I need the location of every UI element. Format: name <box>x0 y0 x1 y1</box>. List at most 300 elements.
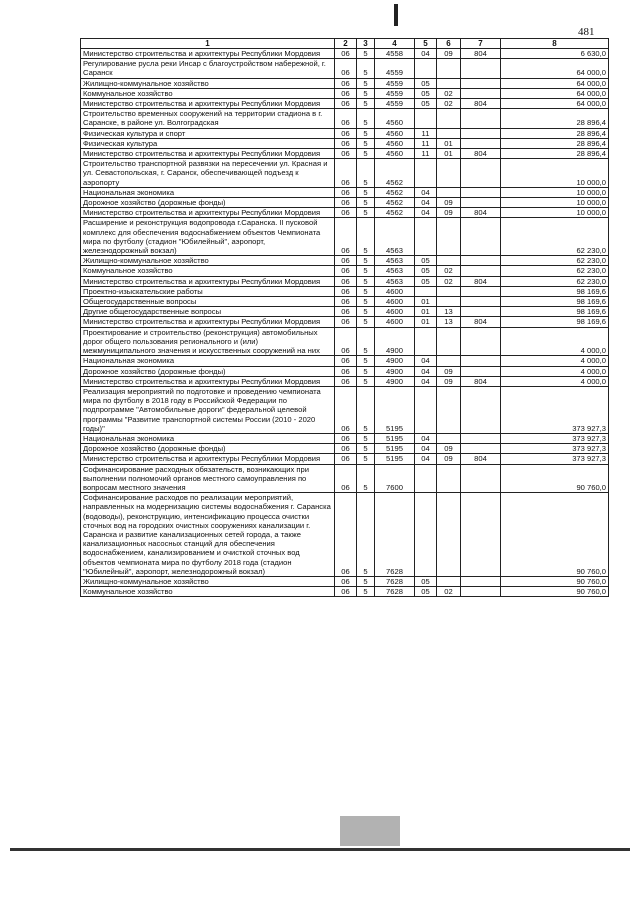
table-row <box>81 78 609 88</box>
amount-cell: 4 000,0 <box>501 376 609 386</box>
row-name-cell: Строительство временных сооружений на территории стадиона в г. Саранске, в районе ул. Волгоградская <box>81 109 335 128</box>
row-name-cell: Жилищно-коммунальное хозяйство <box>81 78 335 88</box>
amount-cell: 10 000,0 <box>501 159 609 188</box>
table-header-row <box>81 39 609 49</box>
code-3-cell: 5 <box>357 464 375 493</box>
code-5-cell: 04 <box>415 187 437 197</box>
code-3-cell: 5 <box>357 433 375 443</box>
code-2-cell: 06 <box>335 159 357 188</box>
page-number: 481 <box>578 26 595 38</box>
column-header: 6 <box>437 39 461 49</box>
code-5-cell <box>415 109 437 128</box>
code-3-cell: 5 <box>357 208 375 218</box>
code-4-cell: 4562 <box>375 187 415 197</box>
code-7-cell <box>461 109 501 128</box>
code-7-cell <box>461 266 501 276</box>
amount-cell: 90 760,0 <box>501 576 609 586</box>
row-name-cell: Национальная экономика <box>81 356 335 366</box>
code-6-cell <box>437 78 461 88</box>
code-2-cell: 06 <box>335 356 357 366</box>
code-7-cell <box>461 444 501 454</box>
code-2-cell: 06 <box>335 149 357 159</box>
code-6-cell: 09 <box>437 198 461 208</box>
code-2-cell: 06 <box>335 576 357 586</box>
code-6-cell <box>437 433 461 443</box>
code-5-cell: 05 <box>415 266 437 276</box>
table-row <box>81 187 609 197</box>
code-4-cell: 4900 <box>375 366 415 376</box>
code-6-cell <box>437 386 461 433</box>
code-5-cell: 04 <box>415 356 437 366</box>
row-name-cell: Дорожное хозяйство (дорожные фонды) <box>81 444 335 454</box>
table-row <box>81 376 609 386</box>
code-7-cell <box>461 493 501 577</box>
amount-cell: 62 230,0 <box>501 276 609 286</box>
code-4-cell: 4559 <box>375 59 415 78</box>
code-2-cell: 06 <box>335 128 357 138</box>
table-row <box>81 49 609 59</box>
code-3-cell: 5 <box>357 454 375 464</box>
code-7-cell <box>461 159 501 188</box>
amount-cell: 10 000,0 <box>501 187 609 197</box>
code-5-cell: 04 <box>415 376 437 386</box>
table-row <box>81 128 609 138</box>
table-row <box>81 159 609 188</box>
code-7-cell <box>461 366 501 376</box>
code-6-cell <box>437 218 461 256</box>
code-3-cell: 5 <box>357 78 375 88</box>
code-5-cell: 04 <box>415 433 437 443</box>
row-name-cell: Проектно-изыскательские работы <box>81 286 335 296</box>
row-name-cell: Дорожное хозяйство (дорожные фонды) <box>81 366 335 376</box>
amount-cell: 4 000,0 <box>501 327 609 356</box>
budget-table <box>80 38 609 597</box>
code-3-cell: 5 <box>357 256 375 266</box>
code-4-cell: 4560 <box>375 109 415 128</box>
code-2-cell: 06 <box>335 493 357 577</box>
code-6-cell: 02 <box>437 587 461 597</box>
table-row <box>81 88 609 98</box>
code-3-cell: 5 <box>357 307 375 317</box>
code-4-cell: 5195 <box>375 386 415 433</box>
code-2-cell: 06 <box>335 386 357 433</box>
row-name-cell: Министерство строительства и архитектуры Республики Мордовия <box>81 454 335 464</box>
code-3-cell: 5 <box>357 159 375 188</box>
amount-cell: 98 169,6 <box>501 307 609 317</box>
table-row <box>81 218 609 256</box>
code-4-cell: 4562 <box>375 198 415 208</box>
code-3-cell: 5 <box>357 128 375 138</box>
table-row <box>81 464 609 493</box>
amount-cell: 10 000,0 <box>501 198 609 208</box>
code-5-cell <box>415 286 437 296</box>
code-3-cell: 5 <box>357 317 375 327</box>
code-5-cell: 05 <box>415 78 437 88</box>
amount-cell: 64 000,0 <box>501 59 609 78</box>
table-row <box>81 198 609 208</box>
amount-cell: 90 760,0 <box>501 464 609 493</box>
code-5-cell: 01 <box>415 317 437 327</box>
code-6-cell <box>437 59 461 78</box>
code-7-cell <box>461 78 501 88</box>
code-4-cell: 4600 <box>375 317 415 327</box>
code-2-cell: 06 <box>335 286 357 296</box>
code-6-cell <box>437 286 461 296</box>
code-7-cell <box>461 88 501 98</box>
table-row <box>81 317 609 327</box>
code-3-cell: 5 <box>357 286 375 296</box>
code-5-cell: 04 <box>415 49 437 59</box>
code-6-cell <box>437 256 461 266</box>
code-6-cell: 02 <box>437 276 461 286</box>
code-2-cell: 06 <box>335 433 357 443</box>
code-7-cell <box>461 386 501 433</box>
amount-cell: 90 760,0 <box>501 587 609 597</box>
amount-cell: 98 169,6 <box>501 297 609 307</box>
code-7-cell <box>461 307 501 317</box>
code-7-cell <box>461 464 501 493</box>
code-7-cell: 804 <box>461 99 501 109</box>
code-2-cell: 06 <box>335 297 357 307</box>
code-6-cell <box>437 576 461 586</box>
code-2-cell: 06 <box>335 138 357 148</box>
code-5-cell: 04 <box>415 444 437 454</box>
code-6-cell: 02 <box>437 99 461 109</box>
code-5-cell <box>415 493 437 577</box>
table-row <box>81 138 609 148</box>
code-6-cell <box>437 128 461 138</box>
column-header: 8 <box>501 39 609 49</box>
row-name-cell: Министерство строительства и архитектуры Республики Мордовия <box>81 276 335 286</box>
code-4-cell: 7628 <box>375 576 415 586</box>
code-7-cell: 804 <box>461 454 501 464</box>
code-7-cell <box>461 327 501 356</box>
code-3-cell: 5 <box>357 297 375 307</box>
code-2-cell: 06 <box>335 59 357 78</box>
row-name-cell: Физическая культура <box>81 138 335 148</box>
code-5-cell: 11 <box>415 128 437 138</box>
amount-cell: 64 000,0 <box>501 78 609 88</box>
column-header: 2 <box>335 39 357 49</box>
code-3-cell: 5 <box>357 138 375 148</box>
code-5-cell: 04 <box>415 454 437 464</box>
code-4-cell: 4600 <box>375 297 415 307</box>
code-3-cell: 5 <box>357 356 375 366</box>
code-3-cell: 5 <box>357 366 375 376</box>
table-row <box>81 366 609 376</box>
code-4-cell: 4562 <box>375 159 415 188</box>
code-6-cell <box>437 356 461 366</box>
amount-cell: 4 000,0 <box>501 366 609 376</box>
table-row <box>81 576 609 586</box>
amount-cell: 373 927,3 <box>501 433 609 443</box>
code-3-cell: 5 <box>357 198 375 208</box>
table-row <box>81 256 609 266</box>
code-7-cell <box>461 59 501 78</box>
amount-cell: 62 230,0 <box>501 266 609 276</box>
code-7-cell <box>461 587 501 597</box>
code-5-cell: 11 <box>415 138 437 148</box>
code-4-cell: 4900 <box>375 356 415 366</box>
code-5-cell <box>415 327 437 356</box>
code-6-cell <box>437 327 461 356</box>
code-3-cell: 5 <box>357 88 375 98</box>
code-6-cell: 01 <box>437 149 461 159</box>
code-2-cell: 06 <box>335 49 357 59</box>
code-6-cell: 09 <box>437 208 461 218</box>
column-header: 7 <box>461 39 501 49</box>
code-5-cell: 05 <box>415 576 437 586</box>
amount-cell: 98 169,6 <box>501 286 609 296</box>
code-2-cell: 06 <box>335 444 357 454</box>
row-name-cell: Коммунальное хозяйство <box>81 587 335 597</box>
row-name-cell: Другие общегосударственные вопросы <box>81 307 335 317</box>
code-5-cell: 05 <box>415 99 437 109</box>
bottom-rule <box>10 848 630 851</box>
code-4-cell: 7600 <box>375 464 415 493</box>
code-7-cell <box>461 356 501 366</box>
code-4-cell: 4559 <box>375 78 415 88</box>
amount-cell: 28 896,4 <box>501 109 609 128</box>
code-6-cell: 13 <box>437 307 461 317</box>
row-name-cell: Софинансирование расходных обязательств, возникающих при выполнении полномочий органов местного самоуправления по вопросам местного значения <box>81 464 335 493</box>
code-2-cell: 06 <box>335 187 357 197</box>
code-4-cell: 4900 <box>375 327 415 356</box>
amount-cell: 373 927,3 <box>501 444 609 454</box>
code-2-cell: 06 <box>335 88 357 98</box>
code-7-cell <box>461 433 501 443</box>
code-4-cell: 4900 <box>375 376 415 386</box>
code-4-cell: 4559 <box>375 99 415 109</box>
row-name-cell: Реализация мероприятий по подготовке и проведению чемпионата мира по футболу в 2018 году в Российской Федерации по подпрограмме "Автомобильные дороги" федеральной целевой программы "Развитие транспортной системы России (2010 - 2020 годы)" <box>81 386 335 433</box>
code-3-cell: 5 <box>357 266 375 276</box>
code-2-cell: 06 <box>335 218 357 256</box>
code-7-cell <box>461 187 501 197</box>
code-4-cell: 4563 <box>375 266 415 276</box>
code-5-cell: 01 <box>415 297 437 307</box>
row-name-cell: Национальная экономика <box>81 433 335 443</box>
code-7-cell <box>461 198 501 208</box>
code-6-cell: 09 <box>437 444 461 454</box>
code-5-cell <box>415 218 437 256</box>
amount-cell: 62 230,0 <box>501 256 609 266</box>
row-name-cell: Проектирование и строительство (реконструкция) автомобильных дорог общего пользования регионального и (или) межмуниципального значения и искусственных сооружений на них <box>81 327 335 356</box>
code-5-cell <box>415 464 437 493</box>
code-7-cell: 804 <box>461 149 501 159</box>
row-name-cell: Регулирование русла реки Инсар с благоустройством набережной, г. Саранск <box>81 59 335 78</box>
code-4-cell: 5195 <box>375 433 415 443</box>
amount-cell: 28 896,4 <box>501 149 609 159</box>
code-3-cell: 5 <box>357 149 375 159</box>
code-6-cell: 09 <box>437 376 461 386</box>
code-3-cell: 5 <box>357 276 375 286</box>
code-5-cell <box>415 59 437 78</box>
row-name-cell: Министерство строительства и архитектуры Республики Мордовия <box>81 99 335 109</box>
code-6-cell: 02 <box>437 266 461 276</box>
code-6-cell: 02 <box>437 88 461 98</box>
code-4-cell: 5195 <box>375 454 415 464</box>
code-5-cell: 04 <box>415 366 437 376</box>
code-3-cell: 5 <box>357 444 375 454</box>
code-4-cell: 4559 <box>375 88 415 98</box>
table-row <box>81 266 609 276</box>
code-7-cell: 804 <box>461 276 501 286</box>
code-3-cell: 5 <box>357 99 375 109</box>
code-3-cell: 5 <box>357 327 375 356</box>
table-row <box>81 297 609 307</box>
column-header: 5 <box>415 39 437 49</box>
code-5-cell <box>415 386 437 433</box>
amount-cell: 373 927,3 <box>501 386 609 433</box>
code-3-cell: 5 <box>357 587 375 597</box>
code-2-cell: 06 <box>335 256 357 266</box>
code-4-cell: 4563 <box>375 276 415 286</box>
code-2-cell: 06 <box>335 276 357 286</box>
amount-cell: 4 000,0 <box>501 356 609 366</box>
row-name-cell: Софинансирование расходов по реализации мероприятий, направленных на модернизацию системы водоснабжения г. Саранска (водоводы), реконструкцию, интенсификацию процесса очистки сточных вод на городских очистных сооружениях канализации г. Саранска и развитие канализационных сетей города, а также канализационных насосных станций для обеспечения водоснабжением, канализированием и очисткой сточных вод объектов чемпионата мира по футболу 2018 года (стадион "Юбилейный", аэропорт, железнодорожный вокзал) <box>81 493 335 577</box>
row-name-cell: Министерство строительства и архитектуры Республики Мордовия <box>81 49 335 59</box>
table-row <box>81 208 609 218</box>
code-6-cell <box>437 464 461 493</box>
code-2-cell: 06 <box>335 317 357 327</box>
row-name-cell: Коммунальное хозяйство <box>81 88 335 98</box>
code-2-cell: 06 <box>335 464 357 493</box>
code-4-cell: 4563 <box>375 218 415 256</box>
row-name-cell: Физическая культура и спорт <box>81 128 335 138</box>
code-5-cell: 05 <box>415 587 437 597</box>
code-7-cell: 804 <box>461 208 501 218</box>
amount-cell: 28 896,4 <box>501 138 609 148</box>
table-row <box>81 59 609 78</box>
code-4-cell: 4560 <box>375 149 415 159</box>
code-3-cell: 5 <box>357 109 375 128</box>
table-row <box>81 454 609 464</box>
code-7-cell: 804 <box>461 49 501 59</box>
code-2-cell: 06 <box>335 78 357 88</box>
code-4-cell: 4600 <box>375 286 415 296</box>
table-row <box>81 327 609 356</box>
row-name-cell: Дорожное хозяйство (дорожные фонды) <box>81 198 335 208</box>
code-6-cell: 09 <box>437 49 461 59</box>
code-6-cell: 13 <box>437 317 461 327</box>
code-3-cell: 5 <box>357 376 375 386</box>
code-6-cell: 01 <box>437 138 461 148</box>
code-2-cell: 06 <box>335 198 357 208</box>
table-row <box>81 149 609 159</box>
code-4-cell: 4558 <box>375 49 415 59</box>
table-row <box>81 444 609 454</box>
table-body <box>81 49 609 597</box>
column-header: 4 <box>375 39 415 49</box>
code-6-cell: 09 <box>437 454 461 464</box>
code-7-cell <box>461 138 501 148</box>
row-name-cell: Жилищно-коммунальное хозяйство <box>81 256 335 266</box>
column-header: 1 <box>81 39 335 49</box>
row-name-cell: Министерство строительства и архитектуры Республики Мордовия <box>81 208 335 218</box>
code-7-cell <box>461 128 501 138</box>
amount-cell: 28 896,4 <box>501 128 609 138</box>
code-4-cell: 5195 <box>375 444 415 454</box>
code-2-cell: 06 <box>335 208 357 218</box>
code-4-cell: 7628 <box>375 493 415 577</box>
code-6-cell: 09 <box>437 366 461 376</box>
code-4-cell: 4563 <box>375 256 415 266</box>
code-2-cell: 06 <box>335 99 357 109</box>
code-3-cell: 5 <box>357 386 375 433</box>
amount-cell: 98 169,6 <box>501 317 609 327</box>
code-7-cell <box>461 297 501 307</box>
code-6-cell <box>437 297 461 307</box>
table-row <box>81 286 609 296</box>
code-2-cell: 06 <box>335 376 357 386</box>
row-name-cell: Коммунальное хозяйство <box>81 266 335 276</box>
code-4-cell: 7628 <box>375 587 415 597</box>
code-4-cell: 4560 <box>375 138 415 148</box>
code-2-cell: 06 <box>335 366 357 376</box>
code-2-cell: 06 <box>335 266 357 276</box>
code-2-cell: 06 <box>335 587 357 597</box>
code-5-cell: 11 <box>415 149 437 159</box>
row-name-cell: Национальная экономика <box>81 187 335 197</box>
row-name-cell: Министерство строительства и архитектуры Республики Мордовия <box>81 149 335 159</box>
code-7-cell <box>461 256 501 266</box>
row-name-cell: Общегосударственные вопросы <box>81 297 335 307</box>
amount-cell: 373 927,3 <box>501 454 609 464</box>
amount-cell: 90 760,0 <box>501 493 609 577</box>
table-row <box>81 356 609 366</box>
code-3-cell: 5 <box>357 187 375 197</box>
table-row <box>81 99 609 109</box>
amount-cell: 62 230,0 <box>501 218 609 256</box>
code-5-cell: 04 <box>415 208 437 218</box>
code-4-cell: 4560 <box>375 128 415 138</box>
amount-cell: 64 000,0 <box>501 88 609 98</box>
table-row <box>81 386 609 433</box>
code-3-cell: 5 <box>357 49 375 59</box>
code-6-cell <box>437 187 461 197</box>
table-row <box>81 493 609 577</box>
code-2-cell: 06 <box>335 327 357 356</box>
table-row <box>81 307 609 317</box>
row-name-cell: Расширение и реконструкция водопровода г.Саранска. II пусковой комплекс для обеспечения водоснабжением объектов Чемпионата мира по футболу (стадион "Юбилейный", аэропорт, железнодорожный вокзал) <box>81 218 335 256</box>
amount-cell: 64 000,0 <box>501 99 609 109</box>
table-row <box>81 109 609 128</box>
row-name-cell: Министерство строительства и архитектуры Республики Мордовия <box>81 317 335 327</box>
code-2-cell: 06 <box>335 454 357 464</box>
column-header: 3 <box>357 39 375 49</box>
code-7-cell <box>461 576 501 586</box>
code-7-cell: 804 <box>461 376 501 386</box>
code-5-cell: 05 <box>415 276 437 286</box>
row-name-cell: Строительство транспортной развязки на пересечении ул. Красная и ул. Севастопольская, г. Саранск, обеспечивающей подъезд к аэропорту <box>81 159 335 188</box>
code-5-cell: 05 <box>415 256 437 266</box>
table-row <box>81 276 609 286</box>
code-6-cell <box>437 493 461 577</box>
row-name-cell: Министерство строительства и архитектуры Республики Мордовия <box>81 376 335 386</box>
code-3-cell: 5 <box>357 576 375 586</box>
code-3-cell: 5 <box>357 218 375 256</box>
code-2-cell: 06 <box>335 109 357 128</box>
code-7-cell <box>461 286 501 296</box>
code-7-cell: 804 <box>461 317 501 327</box>
code-4-cell: 4562 <box>375 208 415 218</box>
code-6-cell <box>437 109 461 128</box>
code-3-cell: 5 <box>357 493 375 577</box>
code-4-cell: 4600 <box>375 307 415 317</box>
code-5-cell <box>415 159 437 188</box>
bottom-scan-mark <box>340 816 400 846</box>
code-2-cell: 06 <box>335 307 357 317</box>
